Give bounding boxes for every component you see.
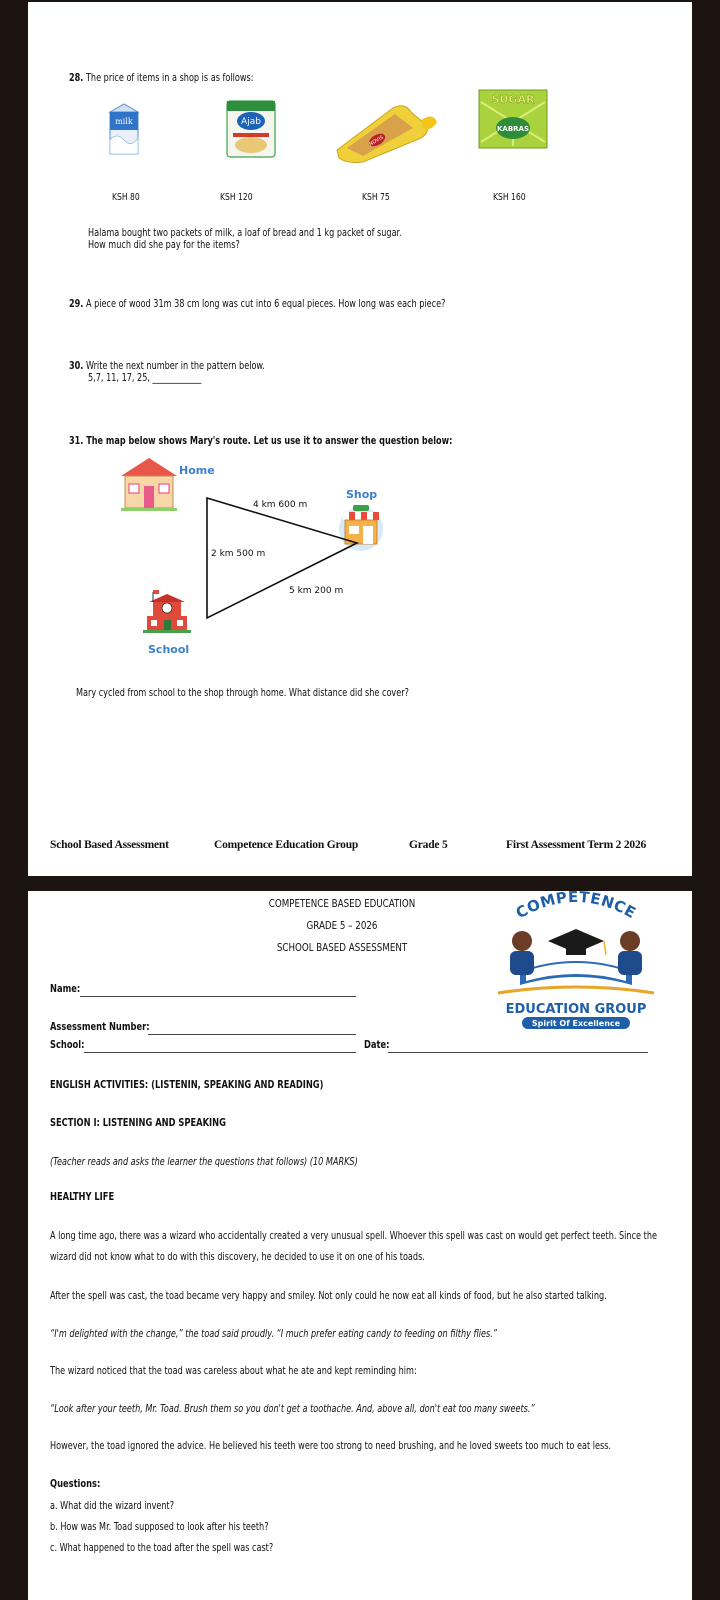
question-text: Write the next number in the pattern below.: [85, 360, 265, 372]
question-number: 31.: [69, 435, 84, 447]
price-bread: KSH 75: [362, 192, 390, 203]
question-28-line-2: How much did she pay for the items?: [88, 239, 240, 251]
school-shop-distance: 5 km 200 m: [289, 586, 344, 596]
comprehension-question: a. What did the wizard invent?: [50, 1500, 175, 1512]
svg-text:Ajab: Ajab: [241, 117, 261, 127]
question-number: 29.: [69, 298, 84, 310]
svg-text:COMPETENCE: COMPETENCE: [512, 887, 640, 923]
school-field[interactable]: [84, 1052, 356, 1053]
shop-icon: [339, 505, 383, 551]
question-number: 30.: [69, 360, 84, 372]
price-milk: KSH 80: [112, 192, 140, 203]
section-title: SECTION I: LISTENING AND SPEAKING: [50, 1117, 226, 1129]
home-label: Home: [179, 464, 215, 477]
number-pattern: 5,7, 11, 17, 25, ____________: [88, 372, 202, 384]
story-title: HEALTHY LIFE: [50, 1191, 115, 1203]
header-line-3: SCHOOL BASED ASSESSMENT: [276, 941, 408, 954]
svg-text:SUGAR: SUGAR: [491, 93, 535, 106]
footer-right: First Assessment Term 2 2026: [506, 839, 647, 851]
question-31-text: Mary cycled from school to the shop through home. What distance did she cover?: [76, 687, 409, 699]
question-text: The map below shows Mary's route. Let us use it to answer the question below:: [86, 435, 453, 447]
bread-loaf-icon: [333, 102, 441, 164]
paragraph-line: “I'm delighted with the change,” the toad said proudly. “I much prefer eating candy to feeding on filthy flies.”: [50, 1328, 498, 1340]
footer-grade: Grade 5: [409, 839, 448, 851]
question-text: The price of items in a shop is as follows:: [85, 72, 254, 84]
comprehension-question: b. How was Mr. Toad supposed to look after his teeth?: [50, 1521, 269, 1533]
question-31: [69, 435, 452, 447]
route-map: [113, 454, 413, 659]
assessment-number-label: Assessment Number:: [50, 1021, 150, 1033]
paragraph-line: “Look after your teeth, Mr. Toad. Brush them so you don't get a toothache. And, above all, don't eat too many sweets.”: [50, 1403, 535, 1415]
home-icon: [121, 458, 177, 511]
price-sugar: KSH 160: [493, 192, 526, 203]
assessment-number-field[interactable]: [148, 1034, 356, 1035]
footer-left: School Based Assessment: [50, 839, 169, 851]
school-icon: [143, 590, 191, 633]
question-number: 28.: [69, 72, 84, 84]
date-field[interactable]: [388, 1052, 648, 1053]
questions-title: Questions:: [50, 1478, 101, 1490]
worksheet-page-1: [28, 0, 692, 876]
question-28: [69, 72, 253, 84]
home-school-distance: 2 km 500 m: [211, 549, 266, 559]
paragraph-line: After the spell was cast, the toad became very happy and smiley. Not only could he now eat all kinds of food, but he also started talking.: [50, 1290, 607, 1302]
paragraph-line: wizard did not know what to do with this discovery, he decided to use it on one of his toads.: [50, 1251, 425, 1263]
date-label: Date:: [364, 1039, 390, 1051]
subject-title: ENGLISH ACTIVITIES: (LISTENIN, SPEAKING AND READING): [50, 1079, 324, 1091]
paragraph-line: A long time ago, there was a wizard who accidentally created a very unusual spell. Whoever this spell was cast on would get perfect teeth. Since the: [50, 1230, 657, 1242]
header-line-2: GRADE 5 – 2026: [306, 919, 378, 932]
milk-carton-icon: [104, 102, 144, 156]
shop-label: Shop: [346, 488, 378, 501]
paragraph-line: The wizard noticed that the toad was careless about what he ate and kept reminding him:: [50, 1365, 417, 1377]
maize-meal-packet-icon: [223, 97, 279, 159]
worksheet-page-2: [28, 887, 692, 1600]
school-label: School:: [50, 1039, 85, 1051]
name-field[interactable]: [80, 996, 356, 997]
school-label: School: [148, 643, 190, 656]
teacher-instruction: (Teacher reads and asks the learner the questions that follows) (10 MARKS): [50, 1156, 358, 1168]
svg-text:KABRAS: KABRAS: [496, 125, 530, 133]
header-line-1: COMPETENCE BASED EDUCATION: [268, 897, 416, 910]
svg-text:milk: milk: [115, 117, 133, 126]
question-29: [69, 298, 445, 310]
sugar-packet-icon: [475, 88, 551, 150]
question-28-line-1: Halama bought two packets of milk, a loaf of bread and 1 kg packet of sugar.: [88, 227, 402, 239]
paragraph-line: However, the toad ignored the advice. He believed his teeth were too strong to need brushing, and he loved sweets too much to eat less.: [50, 1440, 612, 1452]
question-30: [69, 360, 265, 372]
comprehension-question: c. What happened to the toad after the spell was cast?: [50, 1542, 274, 1554]
svg-text:Spirit Of Excellence: Spirit Of Excellence: [531, 1019, 621, 1028]
home-shop-distance: 4 km 600 m: [253, 500, 308, 510]
competence-logo: [480, 887, 672, 1035]
price-maize-meal: KSH 120: [220, 192, 253, 203]
svg-text:EDUCATION GROUP: EDUCATION GROUP: [505, 1002, 647, 1017]
question-text: A piece of wood 31m 38 cm long was cut into 6 equal pieces. How long was each piece?: [85, 298, 446, 310]
footer-center: Competence Education Group: [214, 839, 359, 851]
name-label: Name:: [50, 983, 81, 995]
svg-text:NOVIS: NOVIS: [368, 134, 385, 148]
